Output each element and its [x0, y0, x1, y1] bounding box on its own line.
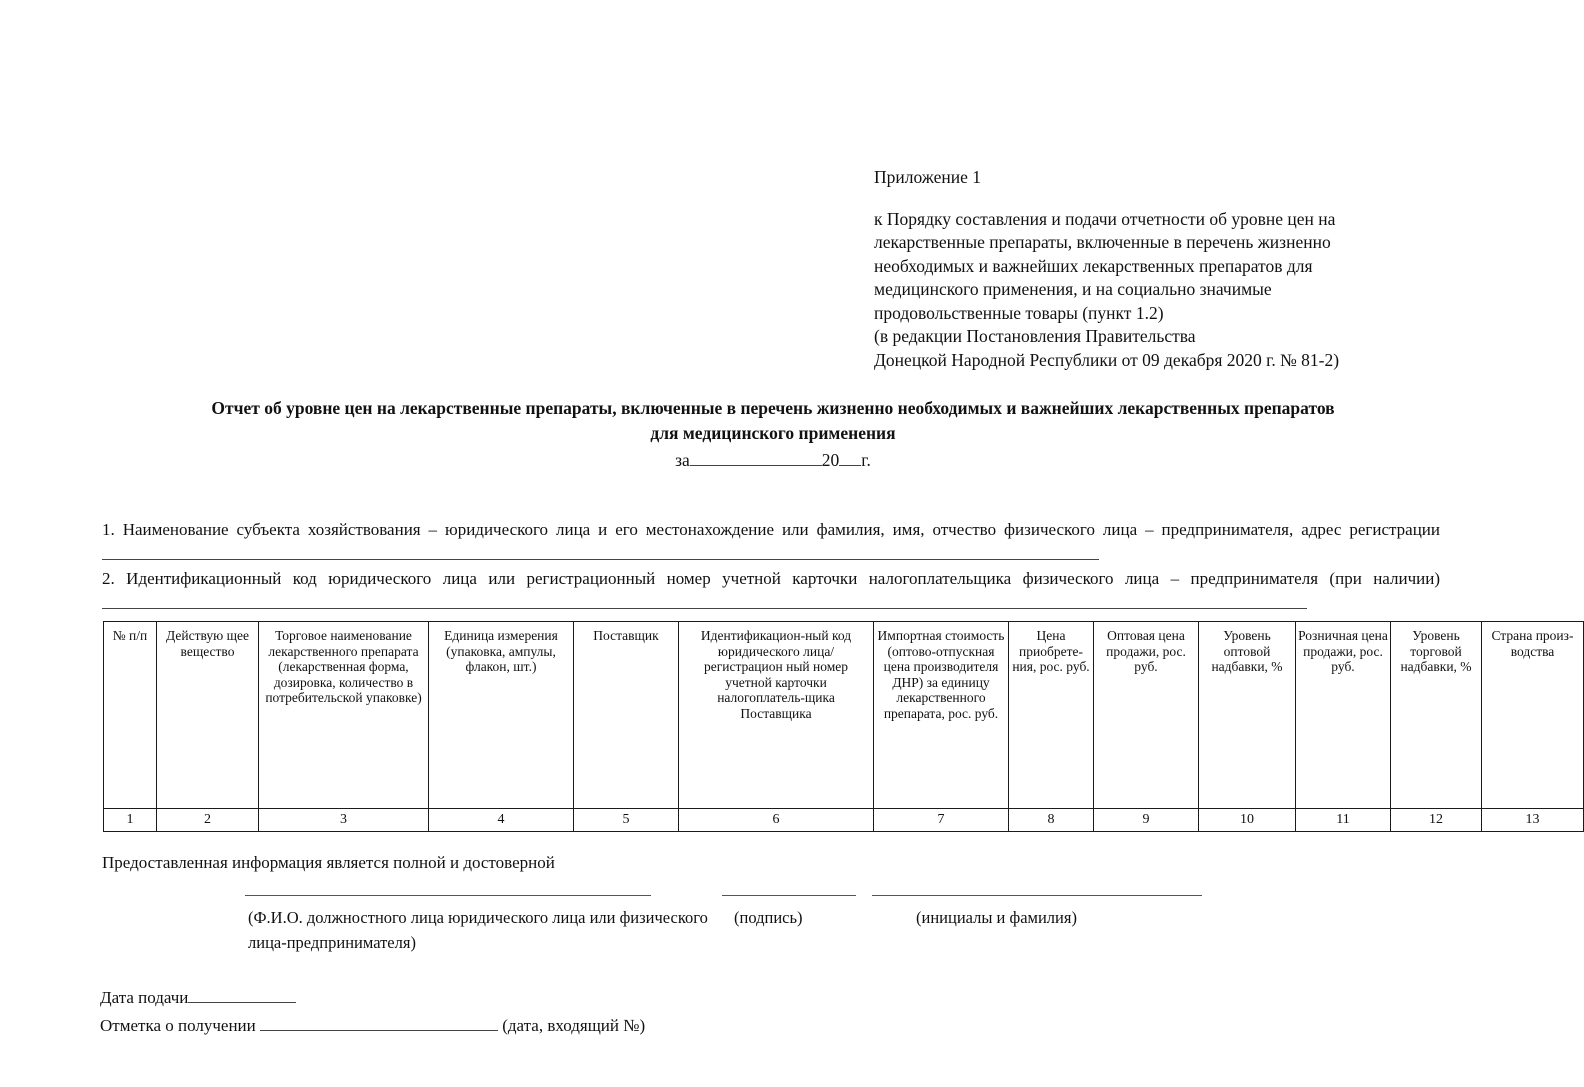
- table-header-cell-3: Торговое наименование лекарственного препарата (лекарственная форма, дозировка, количество в потребительской упаковке): [259, 622, 429, 809]
- entity-name-blank-field[interactable]: [102, 545, 1099, 560]
- paragraph-tax-code: [102, 567, 1440, 616]
- submission-details: [100, 984, 645, 1040]
- entity-info-section: [102, 518, 1440, 616]
- period-year-label: 20: [821, 450, 840, 470]
- header-line-4: продовольственные товары (пункт 1.2): [874, 302, 1164, 323]
- header-line-0: к Порядку составления и подачи отчетности об уровне цен на: [874, 208, 1336, 229]
- official-name-signature-line[interactable]: [245, 895, 651, 896]
- column-number-5: 5: [574, 809, 679, 832]
- initials-signature-line[interactable]: [872, 895, 1202, 896]
- period-suffix-label: г.: [861, 450, 871, 470]
- submission-date-row: [100, 984, 645, 1012]
- receipt-mark-label: Отметка о получении: [100, 1016, 256, 1035]
- table-header-cell-5: Поставщик: [574, 622, 679, 809]
- paragraph-entity-name: [102, 518, 1440, 567]
- table-header-cell-2: Действую щее вещество: [157, 622, 259, 809]
- period-prefix-label: за: [675, 450, 690, 470]
- appendix-header: [874, 166, 1454, 372]
- receipt-mark-row: [100, 1012, 645, 1040]
- table-header-cell-1: № п/п: [104, 622, 157, 809]
- table-header-cell-10: Уровень оптовой надбавки, %: [1199, 622, 1296, 809]
- column-number-12: 12: [1391, 809, 1482, 832]
- table-header-cell-11: Розничная цена продажи, рос. руб.: [1296, 622, 1391, 809]
- column-number-7: 7: [874, 809, 1009, 832]
- price-report-table: [103, 621, 1584, 832]
- period-blank-field[interactable]: [690, 450, 822, 466]
- header-line-2: необходимых и важнейших лекарственных препаратов для: [874, 255, 1313, 276]
- table-header-cell-7: Импортная стоимость (оптово-отпускная цена производителя ДНР) за единицу лекарственного препарата, рос. руб.: [874, 622, 1009, 809]
- column-number-4: 4: [429, 809, 574, 832]
- table-column-number-row: [104, 809, 1584, 832]
- submission-date-label: Дата подачи: [100, 988, 189, 1007]
- column-number-1: 1: [104, 809, 157, 832]
- paragraph-1-text: 1. Наименование субъекта хозяйствования – юридического лица и его местонахождение или фамилия, имя, отчество физического лица – предпринимателя, адрес регистрации: [102, 520, 1440, 539]
- column-number-10: 10: [1199, 809, 1296, 832]
- table-header-cell-9: Оптовая цена продажи, рос. руб.: [1094, 622, 1199, 809]
- official-name-caption: (Ф.И.О. должностного лица юридического лица или физического лица-предпринимателя): [248, 908, 708, 952]
- submission-date-field[interactable]: [188, 987, 296, 1003]
- header-line-6: Донецкой Народной Республики от 09 декабря 2020 г. № 81-2): [874, 349, 1340, 370]
- initials-caption: (инициалы и фамилия): [916, 908, 1077, 927]
- column-number-9: 9: [1094, 809, 1199, 832]
- table-header-row: [104, 622, 1584, 809]
- table-header-cell-13: Страна произ-водства: [1482, 622, 1584, 809]
- period-year-blank-field[interactable]: [839, 450, 861, 466]
- receipt-mark-field[interactable]: [260, 1015, 498, 1031]
- signature-caption: (подпись): [734, 908, 803, 927]
- signature-line[interactable]: [722, 895, 856, 896]
- column-number-8: 8: [1009, 809, 1094, 832]
- receipt-hint-label: (дата, входящий №): [502, 1016, 646, 1035]
- table-header-cell-4: Единица измерения (упаковка, ампулы, флакон, шт.): [429, 622, 574, 809]
- column-number-13: 13: [1482, 809, 1584, 832]
- accuracy-statement: Предоставленная информация является полной и достоверной: [102, 853, 555, 872]
- page-title: [108, 396, 1438, 446]
- table-header-cell-6: Идентификацион-ный код юридического лица/регистрацион ный номер учетной карточки налогоплатель-щика Поставщика: [679, 622, 874, 809]
- header-line-3: медицинского применения, и на социально значимые: [874, 279, 1272, 299]
- header-line-1: лекарственные препараты, включенные в перечень жизненно: [874, 232, 1331, 252]
- tax-code-blank-field[interactable]: [102, 594, 1307, 609]
- column-number-11: 11: [1296, 809, 1391, 832]
- page-title-line-1: Отчет об уровне цен на лекарственные препараты, включенные в перечень жизненно необходимых и важнейших лекарственных препаратов: [211, 398, 1335, 418]
- page-title-line-2: для медицинского применения: [650, 423, 896, 443]
- paragraph-2-text: 2. Идентификационный код юридического лица или регистрационный номер учетной карточки налогоплательщика физического лица – предпринимателя (при наличии): [102, 569, 1440, 588]
- table-header-cell-8: Цена приобрете-ния, рос. руб.: [1009, 622, 1094, 809]
- table-header-cell-12: Уровень торговой надбавки, %: [1391, 622, 1482, 809]
- column-number-6: 6: [679, 809, 874, 832]
- header-line-5: (в редакции Постановления Правительства: [874, 326, 1196, 346]
- column-number-2: 2: [157, 809, 259, 832]
- reporting-period-line: [108, 450, 1438, 471]
- column-number-3: 3: [259, 809, 429, 832]
- appendix-number: Приложение 1: [874, 167, 982, 187]
